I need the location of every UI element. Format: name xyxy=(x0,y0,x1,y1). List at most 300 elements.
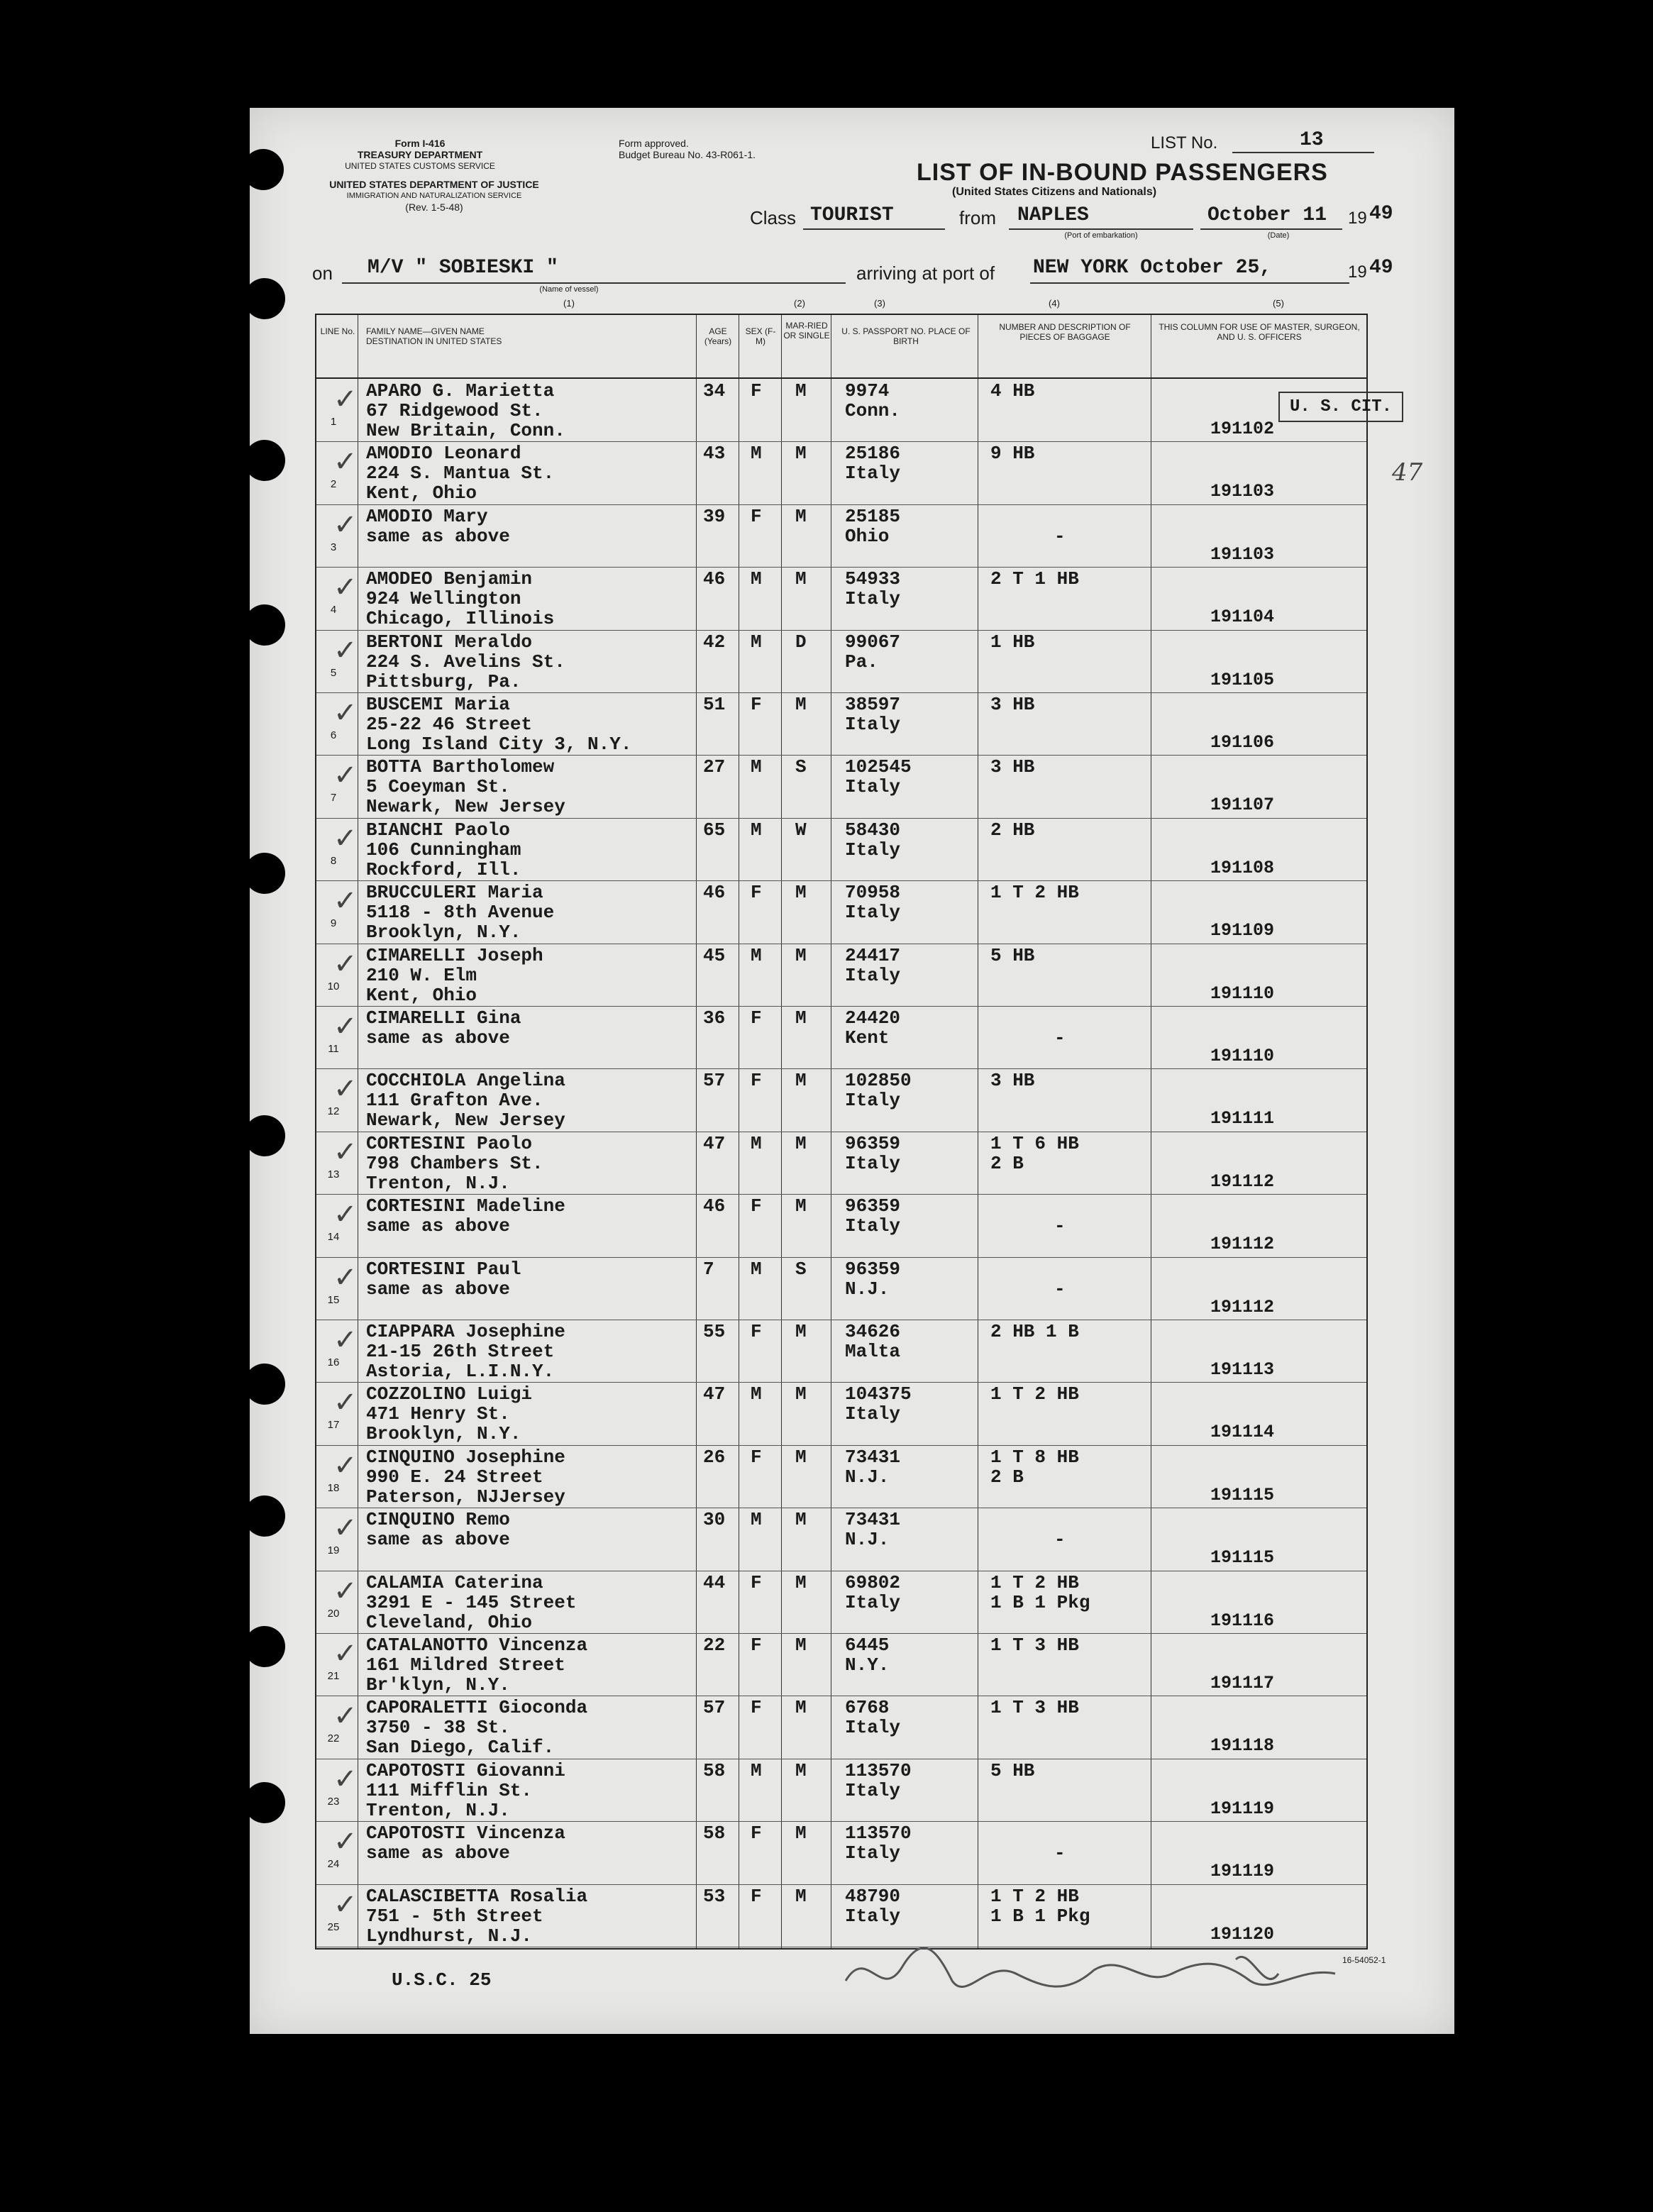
address-line-2: Kent, Ohio xyxy=(366,984,477,1006)
passport-number: 25186 xyxy=(845,443,901,465)
punch-hole xyxy=(244,440,285,481)
marital-status: W xyxy=(795,819,807,841)
address-line-1: 5118 - 8th Avenue xyxy=(366,902,555,924)
passport-number: 34626 xyxy=(845,1321,901,1342)
line-number: 20 xyxy=(327,1607,340,1620)
address-line-2: Newark, New Jersey xyxy=(366,1110,565,1132)
address-line-2: Cleveland, Ohio xyxy=(366,1611,533,1633)
sex-value: M xyxy=(751,443,762,465)
officer-number: 191114 xyxy=(1210,1422,1275,1443)
check-mark-icon: ✓ xyxy=(333,697,358,729)
officer-number: 191116 xyxy=(1210,1610,1275,1631)
officer-number: 191119 xyxy=(1210,1798,1275,1819)
passport-number: 113570 xyxy=(845,1823,912,1845)
col-age: AGE (Years) xyxy=(704,326,732,346)
passport-number: 96359 xyxy=(845,1195,901,1217)
address-line-1: 224 S. Mantua St. xyxy=(366,463,555,485)
passport-number: 99067 xyxy=(845,631,901,653)
marital-status: M xyxy=(795,505,807,527)
address-line-2: Trenton, N.J. xyxy=(366,1172,510,1194)
punch-hole xyxy=(244,604,285,646)
baggage-line-1: - xyxy=(1054,525,1066,547)
address-line-2: Brooklyn, N.Y. xyxy=(366,922,521,944)
us-citizen-stamp: U. S. CIT. xyxy=(1278,392,1403,422)
officer-number: 191117 xyxy=(1210,1673,1275,1693)
officer-number: 191102 xyxy=(1210,419,1275,439)
address-line-1: 111 Grafton Ave. xyxy=(366,1090,543,1112)
baggage-line-1: 2 HB xyxy=(990,819,1035,841)
col-number: (5) xyxy=(1273,298,1284,309)
officer-number: 191118 xyxy=(1210,1735,1275,1757)
passenger-name: CORTESINI Paul xyxy=(366,1258,521,1280)
age-value: 34 xyxy=(703,380,726,402)
line-number: 23 xyxy=(327,1795,340,1808)
age-value: 22 xyxy=(703,1635,726,1656)
vessel-caption: (Name of vessel) xyxy=(539,285,599,294)
place-of-birth: Italy xyxy=(845,463,901,485)
line-number: 13 xyxy=(327,1168,340,1180)
check-mark-icon: ✓ xyxy=(333,1073,358,1106)
table-row xyxy=(316,1257,1366,1320)
revision-date: (Rev. 1-5-48) xyxy=(405,201,463,213)
baggage-line-2: 2 B xyxy=(990,1466,1024,1488)
baggage-line-1: - xyxy=(1054,1278,1066,1300)
arrival-year-prefix: 19 xyxy=(1348,262,1367,282)
sex-value: F xyxy=(751,1007,762,1029)
sex-value: M xyxy=(751,756,762,778)
place-of-birth: Italy xyxy=(845,902,901,924)
list-number: 13 xyxy=(1300,129,1324,151)
age-value: 7 xyxy=(703,1258,714,1280)
marital-status: M xyxy=(795,1759,807,1781)
check-mark-icon: ✓ xyxy=(333,759,358,792)
baggage-line-1: - xyxy=(1054,1842,1066,1864)
age-value: 27 xyxy=(703,756,726,778)
table-row xyxy=(316,1445,1366,1508)
list-label: LIST No. xyxy=(1151,133,1218,153)
line-number: 16 xyxy=(327,1356,340,1368)
address-line-1: same as above xyxy=(366,1278,510,1300)
marital-status: M xyxy=(795,1635,807,1656)
passport-number: 38597 xyxy=(845,694,901,715)
place-of-birth: N.J. xyxy=(845,1278,890,1300)
place-of-birth: Italy xyxy=(845,776,901,798)
place-of-birth: Italy xyxy=(845,1152,901,1174)
baggage-line-1: 3 HB xyxy=(990,756,1035,778)
table-row xyxy=(316,1759,1366,1822)
line-number: 9 xyxy=(330,917,337,930)
table-row xyxy=(316,755,1366,818)
sex-value: F xyxy=(751,1571,762,1593)
marital-status: M xyxy=(795,1132,807,1154)
sex-value: M xyxy=(751,1258,762,1280)
age-value: 57 xyxy=(703,1070,726,1092)
place-of-birth: Italy xyxy=(845,1717,901,1739)
place-of-birth: Italy xyxy=(845,839,901,861)
manifest-page xyxy=(250,108,1454,2034)
baggage-line-1: - xyxy=(1054,1027,1066,1049)
officer-number: 191109 xyxy=(1210,920,1275,941)
passport-number: 104375 xyxy=(845,1383,912,1405)
usc-number: U.S.C. 25 xyxy=(392,1969,492,1991)
marital-status: M xyxy=(795,1885,807,1907)
check-mark-icon: ✓ xyxy=(333,1700,358,1733)
passenger-name: CALASCIBETTA Rosalia xyxy=(366,1885,588,1907)
table-row xyxy=(316,692,1366,756)
class-label: Class xyxy=(750,207,797,228)
passenger-name: COZZOLINO Luigi xyxy=(366,1383,533,1405)
on-label: on xyxy=(312,262,333,284)
check-mark-icon: ✓ xyxy=(333,1010,358,1043)
table-row xyxy=(316,1006,1366,1069)
check-mark-icon: ✓ xyxy=(333,1888,358,1921)
age-value: 51 xyxy=(703,694,726,715)
address-line-1: 67 Ridgewood St. xyxy=(366,400,543,421)
address-line-2: Pittsburg, Pa. xyxy=(366,670,521,692)
place-of-birth: Italy xyxy=(845,1591,901,1613)
punch-hole xyxy=(244,1115,285,1156)
marital-status: M xyxy=(795,1509,807,1531)
passenger-name: CAPOTOSTI Giovanni xyxy=(366,1759,565,1781)
age-value: 58 xyxy=(703,1823,726,1845)
document-subtitle: (United States Citizens and Nationals) xyxy=(952,186,1157,198)
check-mark-icon: ✓ xyxy=(333,634,358,667)
officer-number: 191107 xyxy=(1210,795,1275,816)
baggage-line-1: 3 HB xyxy=(990,694,1035,715)
marital-status: M xyxy=(795,1383,807,1405)
justice-dept: UNITED STATES DEPARTMENT OF JUSTICE xyxy=(329,179,539,190)
sex-value: F xyxy=(751,694,762,715)
punch-hole xyxy=(244,853,285,894)
marital-status: M xyxy=(795,1195,807,1217)
port-of-embarkation: NAPLES xyxy=(1017,204,1089,226)
check-mark-icon: ✓ xyxy=(333,1135,358,1168)
passport-number: 113570 xyxy=(845,1759,912,1781)
baggage-line-1: - xyxy=(1054,1215,1066,1237)
address-line-1: 924 Wellington xyxy=(366,588,521,610)
passenger-table xyxy=(315,314,1368,1950)
passport-number: 96359 xyxy=(845,1132,901,1154)
sex-value: F xyxy=(751,380,762,402)
date-caption: (Date) xyxy=(1267,231,1290,240)
age-value: 47 xyxy=(703,1383,726,1405)
officer-number: 191110 xyxy=(1210,1046,1275,1066)
line-number: 21 xyxy=(327,1670,340,1682)
sex-value: F xyxy=(751,1195,762,1217)
officer-number: 191111 xyxy=(1210,1108,1275,1129)
address-line-2: Long Island City 3, N.Y. xyxy=(366,734,632,755)
officer-number: 191113 xyxy=(1210,1359,1275,1380)
passenger-name: BRUCCULERI Maria xyxy=(366,882,543,904)
place-of-birth: Italy xyxy=(845,1403,901,1425)
marital-status: S xyxy=(795,756,807,778)
address-line-2: Paterson, NJJersey xyxy=(366,1486,565,1508)
officer-number: 191115 xyxy=(1210,1547,1275,1569)
baggage-line-1: 3 HB xyxy=(990,1070,1035,1092)
line-number: 3 xyxy=(330,541,337,553)
marital-status: M xyxy=(795,1446,807,1468)
col-sex: SEX (F-M) xyxy=(745,326,776,346)
col-line: LINE No. xyxy=(320,326,355,336)
address-line-2: Rockford, Ill. xyxy=(366,858,521,880)
table-row xyxy=(316,1382,1366,1445)
table-row xyxy=(316,1132,1366,1195)
marital-status: M xyxy=(795,882,807,904)
baggage-line-2: 2 B xyxy=(990,1152,1024,1174)
marital-status: M xyxy=(795,443,807,465)
passport-number: 70958 xyxy=(845,882,901,904)
sex-value: F xyxy=(751,1885,762,1907)
place-of-birth: Italy xyxy=(845,1905,901,1927)
sex-value: M xyxy=(751,1132,762,1154)
address-line-2: Kent, Ohio xyxy=(366,482,477,504)
address-line-1: same as above xyxy=(366,1529,510,1551)
age-value: 46 xyxy=(703,568,726,590)
check-mark-icon: ✓ xyxy=(333,885,358,918)
table-row xyxy=(316,1320,1366,1383)
officer-number: 191112 xyxy=(1210,1171,1275,1192)
passenger-name: CORTESINI Paolo xyxy=(366,1132,533,1154)
sex-value: M xyxy=(751,819,762,841)
address-line-1: 751 - 5th Street xyxy=(366,1905,543,1927)
officer-number: 191112 xyxy=(1210,1296,1275,1317)
punch-hole xyxy=(244,1495,285,1537)
document-title: LIST OF IN-BOUND PASSENGERS xyxy=(917,159,1328,186)
baggage-line-1: 4 HB xyxy=(990,380,1035,402)
address-line-1: same as above xyxy=(366,1215,510,1237)
address-line-1: 224 S. Avelins St. xyxy=(366,651,565,673)
line-number: 11 xyxy=(328,1043,339,1055)
sex-value: M xyxy=(751,631,762,653)
col-number: (4) xyxy=(1049,298,1060,309)
baggage-line-1: - xyxy=(1054,1529,1066,1551)
punch-hole xyxy=(244,1782,285,1823)
col-number: (2) xyxy=(794,298,805,309)
passenger-name: AMODEO Benjamin xyxy=(366,568,533,590)
place-of-birth: N.Y. xyxy=(845,1654,890,1676)
passenger-name: CALAMIA Caterina xyxy=(366,1571,543,1593)
age-value: 39 xyxy=(703,505,726,527)
check-mark-icon: ✓ xyxy=(333,947,358,980)
line-number: 18 xyxy=(327,1481,340,1494)
punch-hole xyxy=(244,278,285,319)
age-value: 42 xyxy=(703,631,726,653)
year-prefix: 19 xyxy=(1348,209,1367,228)
check-mark-icon: ✓ xyxy=(333,1261,358,1294)
marital-status: M xyxy=(795,380,807,402)
check-mark-icon: ✓ xyxy=(333,383,358,416)
passenger-name: CIMARELLI Joseph xyxy=(366,944,543,966)
place-of-birth: Italy xyxy=(845,964,901,986)
age-value: 46 xyxy=(703,1195,726,1217)
sex-value: M xyxy=(751,1759,762,1781)
arriving-label: arriving at port of xyxy=(856,262,995,284)
officer-number: 191120 xyxy=(1210,1923,1275,1945)
line-number: 5 xyxy=(330,666,337,679)
punch-hole xyxy=(244,1364,285,1405)
table-row xyxy=(316,1696,1366,1759)
marital-status: M xyxy=(795,1321,807,1342)
check-mark-icon: ✓ xyxy=(333,446,358,479)
passenger-name: CIAPPARA Josephine xyxy=(366,1321,565,1342)
marital-status: M xyxy=(795,1571,807,1593)
line-number: 17 xyxy=(327,1419,340,1432)
table-row xyxy=(316,1508,1366,1571)
baggage-line-1: 1 T 2 HB xyxy=(990,882,1079,904)
passenger-name: CINQUINO Josephine xyxy=(366,1446,565,1468)
passenger-name: CAPORALETTI Gioconda xyxy=(366,1697,588,1719)
age-value: 26 xyxy=(703,1446,726,1468)
marital-status: M xyxy=(795,568,807,590)
from-label: from xyxy=(959,207,996,228)
age-value: 43 xyxy=(703,443,726,465)
baggage-line-1: 1 T 2 HB xyxy=(990,1383,1079,1405)
passport-number: 58430 xyxy=(845,819,901,841)
officer-number: 191110 xyxy=(1210,983,1275,1004)
embarkation-year: 49 xyxy=(1369,203,1393,225)
table-row xyxy=(316,379,1366,442)
place-of-birth: Italy xyxy=(845,588,901,610)
punch-hole xyxy=(243,149,284,190)
baggage-line-1: 1 T 3 HB xyxy=(990,1697,1079,1719)
line-number: 7 xyxy=(330,792,337,804)
table-row xyxy=(316,504,1366,568)
officer-number: 191108 xyxy=(1210,857,1275,878)
address-line-1: 111 Mifflin St. xyxy=(366,1779,533,1801)
passport-number: 69802 xyxy=(845,1571,901,1593)
age-value: 36 xyxy=(703,1007,726,1029)
address-line-2: Br'klyn, N.Y. xyxy=(366,1674,510,1696)
address-line-1: 5 Coeyman St. xyxy=(366,776,510,798)
sex-value: M xyxy=(751,1383,762,1405)
marital-status: M xyxy=(795,1823,807,1845)
marital-status: D xyxy=(795,631,807,653)
address-line-2: San Diego, Calif. xyxy=(366,1737,555,1759)
col-passport: U. S. PASSPORT NO. PLACE OF BIRTH xyxy=(841,326,971,346)
vessel-name: M/V " SOBIESKI " xyxy=(367,257,558,279)
table-row xyxy=(316,1194,1366,1257)
check-mark-icon: ✓ xyxy=(333,1637,358,1670)
check-mark-icon: ✓ xyxy=(333,1762,358,1796)
baggage-line-1: 1 HB xyxy=(990,631,1035,653)
line-number: 14 xyxy=(327,1231,340,1244)
passenger-name: BIANCHI Paolo xyxy=(366,819,510,841)
baggage-line-2: 1 B 1 Pkg xyxy=(990,1905,1090,1927)
sex-value: F xyxy=(751,1697,762,1719)
address-line-2: New Britain, Conn. xyxy=(366,420,565,441)
baggage-line-1: 9 HB xyxy=(990,443,1035,465)
address-line-1: 106 Cunningham xyxy=(366,839,521,861)
marital-status: M xyxy=(795,1007,807,1029)
place-of-birth: Ohio xyxy=(845,525,890,547)
officer-number: 191112 xyxy=(1210,1234,1275,1255)
place-of-birth: Conn. xyxy=(845,400,901,421)
place-of-birth: Italy xyxy=(845,1779,901,1801)
table-row xyxy=(316,630,1366,693)
baggage-line-1: 5 HB xyxy=(990,1759,1035,1781)
address-line-1: 161 Mildred Street xyxy=(366,1654,565,1676)
passenger-name: COCCHIOLA Angelina xyxy=(366,1070,565,1092)
port-caption: (Port of embarkation) xyxy=(1064,231,1138,240)
marital-status: M xyxy=(795,1070,807,1092)
check-mark-icon: ✓ xyxy=(333,508,358,541)
place-of-birth: Kent xyxy=(845,1027,890,1049)
officer-number: 191103 xyxy=(1210,543,1275,565)
line-number: 10 xyxy=(327,980,340,992)
passport-number: 96359 xyxy=(845,1258,901,1280)
form-reference: 16-54052-1 xyxy=(1342,1955,1386,1965)
passenger-name: CIMARELLI Gina xyxy=(366,1007,521,1029)
sex-value: F xyxy=(751,1321,762,1342)
sex-value: F xyxy=(751,1635,762,1656)
age-value: 53 xyxy=(703,1885,726,1907)
line-number: 15 xyxy=(327,1293,340,1306)
sex-value: F xyxy=(751,1823,762,1845)
arrival-year: 49 xyxy=(1369,257,1393,279)
check-mark-icon: ✓ xyxy=(333,1449,358,1482)
passenger-name: CORTESINI Madeline xyxy=(366,1195,565,1217)
passport-number: 102545 xyxy=(845,756,912,778)
address-line-1: same as above xyxy=(366,1842,510,1864)
col-name: FAMILY NAME—GIVEN NAME DESTINATION IN UNITED STATES xyxy=(366,326,502,346)
passport-number: 48790 xyxy=(845,1885,901,1907)
officer-number: 191104 xyxy=(1210,607,1275,628)
check-mark-icon: ✓ xyxy=(333,822,358,855)
col-number: (1) xyxy=(563,298,575,309)
place-of-birth: Malta xyxy=(845,1341,901,1362)
passenger-name: APARO G. Marietta xyxy=(366,380,555,402)
address-line-1: 990 E. 24 Street xyxy=(366,1466,543,1488)
address-line-2: Chicago, Illinois xyxy=(366,608,555,630)
address-line-1: 21-15 26th Street xyxy=(366,1341,555,1362)
passport-number: 54933 xyxy=(845,568,901,590)
address-line-2: Astoria, L.I.N.Y. xyxy=(366,1361,555,1382)
punch-hole xyxy=(244,1626,285,1667)
passenger-name: CINQUINO Remo xyxy=(366,1509,510,1531)
margin-note: 47 xyxy=(1392,458,1423,487)
passport-number: 102850 xyxy=(845,1070,912,1092)
age-value: 65 xyxy=(703,819,726,841)
baggage-line-2: 1 B 1 Pkg xyxy=(990,1591,1090,1613)
check-mark-icon: ✓ xyxy=(333,571,358,604)
officer-number: 191105 xyxy=(1210,669,1275,690)
customs-service: UNITED STATES CUSTOMS SERVICE xyxy=(345,161,495,171)
baggage-line-1: 5 HB xyxy=(990,944,1035,966)
marital-status: M xyxy=(795,944,807,966)
place-of-birth: N.J. xyxy=(845,1529,890,1551)
address-line-1: 25-22 46 Street xyxy=(366,714,533,735)
marital-status: S xyxy=(795,1258,807,1280)
embarkation-date: October 11 xyxy=(1207,204,1327,226)
address-line-2: Newark, New Jersey xyxy=(366,796,565,818)
check-mark-icon: ✓ xyxy=(333,1825,358,1859)
table-row xyxy=(316,944,1366,1007)
form-number: Form I-416 xyxy=(394,138,446,149)
age-value: 44 xyxy=(703,1571,726,1593)
table-row xyxy=(316,1571,1366,1634)
age-value: 46 xyxy=(703,882,726,904)
address-line-1: 210 W. Elm xyxy=(366,964,477,986)
officer-number: 191106 xyxy=(1210,732,1275,753)
place-of-birth: Italy xyxy=(845,1842,901,1864)
table-row xyxy=(316,1633,1366,1696)
passenger-name: CATALANOTTO Vincenza xyxy=(366,1635,588,1656)
line-number: 4 xyxy=(330,604,337,616)
line-number: 24 xyxy=(327,1858,340,1871)
inspector-signature xyxy=(839,1931,1349,2016)
check-mark-icon: ✓ xyxy=(333,1324,358,1356)
officer-number: 191115 xyxy=(1210,1484,1275,1505)
